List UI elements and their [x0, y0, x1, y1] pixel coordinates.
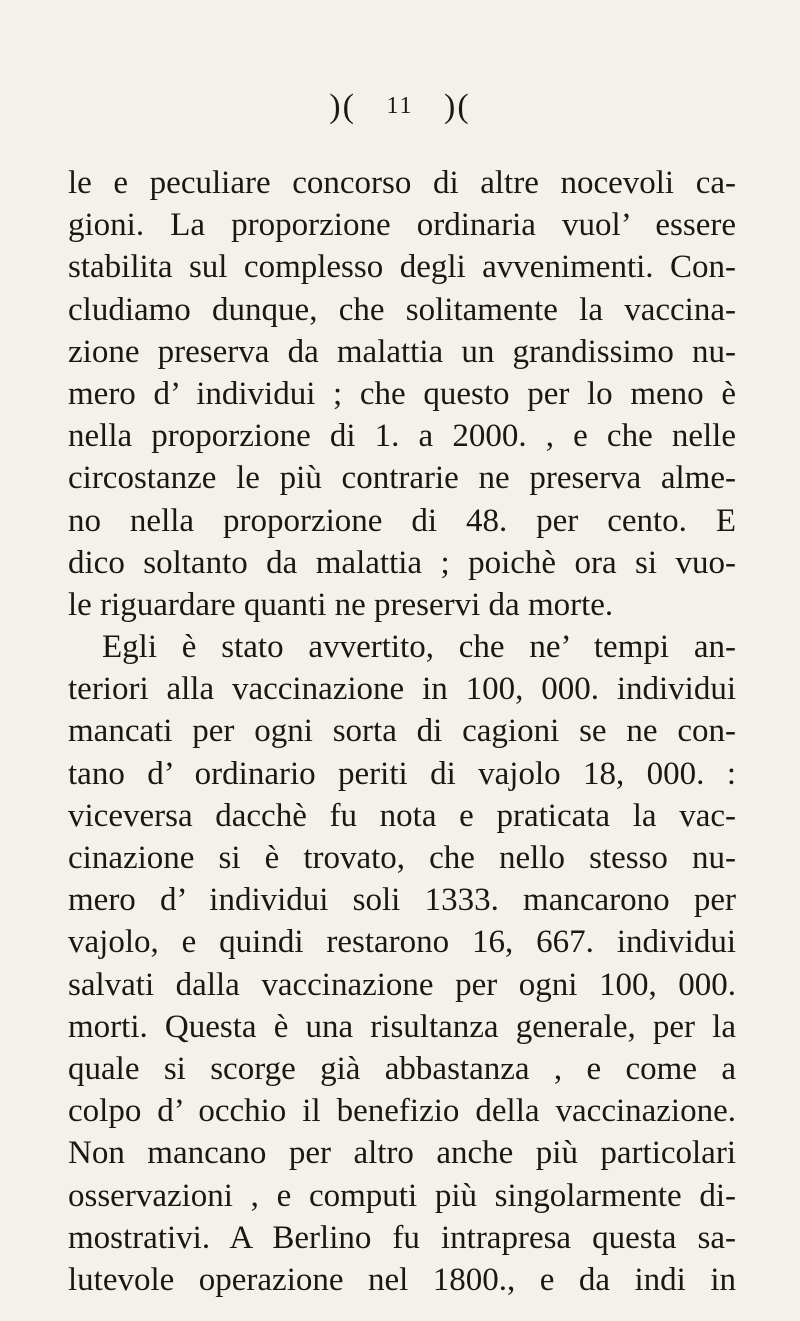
- text-line: osservazioni , e computi più singolarmente di-: [68, 1177, 736, 1214]
- text-line: stabilita sul complesso degli avvenimenti. Con-: [68, 249, 736, 286]
- header-ornament-left: )(: [329, 88, 356, 125]
- page-number: 11: [386, 93, 414, 119]
- text-line: gioni. La proporzione ordinaria vuol’ essere: [68, 207, 736, 244]
- text-line: circostanze le più contrarie ne preserva alme-: [68, 460, 736, 497]
- text-line: mostrativi. A Berlino fu intrapresa questa sa-: [68, 1219, 736, 1256]
- text-line: cludiamo dunque, che solitamente la vaccina-: [68, 291, 736, 328]
- header-ornament-right: )(: [444, 88, 471, 125]
- text-line: tano d’ ordinario periti di vajolo 18, 000. :: [68, 755, 736, 792]
- text-line: le e peculiare concorso di altre nocevoli ca-: [68, 165, 736, 201]
- text-line: mero d’ individui ; che questo per lo meno è: [68, 375, 736, 412]
- page-header: [0, 88, 800, 126]
- text-line: lutevole operazione nel 1800., e da indi in: [68, 1261, 736, 1298]
- body-text: [68, 162, 736, 1301]
- text-line: no nella proporzione di 48. per cento. E: [68, 502, 736, 539]
- text-line: vajolo, e quindi restarono 16, 667. individui: [68, 924, 736, 961]
- text-line: dico soltanto da malattia ; poichè ora si vuo-: [68, 544, 736, 581]
- text-line: viceversa dacchè fu nota e praticata la vac-: [68, 797, 736, 834]
- text-line: cinazione si è trovato, che nello stesso nu-: [68, 840, 736, 876]
- text-line: mero d’ individui soli 1333. mancarono per: [68, 882, 736, 919]
- text-line: salvati dalla vaccinazione per ogni 100, 000.: [68, 966, 736, 1003]
- text-line: le riguardare quanti ne preservi da morte.: [68, 586, 614, 623]
- text-line: morti. Questa è una risultanza generale, per la: [68, 1008, 736, 1045]
- text-line: mancati per ogni sorta di cagioni se ne con-: [68, 713, 736, 750]
- text-line: colpo d’ occhio il benefizio della vaccinazione.: [68, 1093, 736, 1130]
- text-line: zione preserva da malattia un grandissimo nu-: [68, 333, 736, 370]
- text-line: Non mancano per altro anche più particolari: [68, 1135, 736, 1172]
- text-line: Egli è stato avvertito, che ne’ tempi an-: [102, 629, 736, 666]
- text-line: quale si scorge già abbastanza , e come a: [68, 1050, 736, 1087]
- text-line: nella proporzione di 1. a 2000. , e che nelle: [68, 418, 736, 455]
- text-line: teriori alla vaccinazione in 100, 000. individui: [68, 671, 736, 708]
